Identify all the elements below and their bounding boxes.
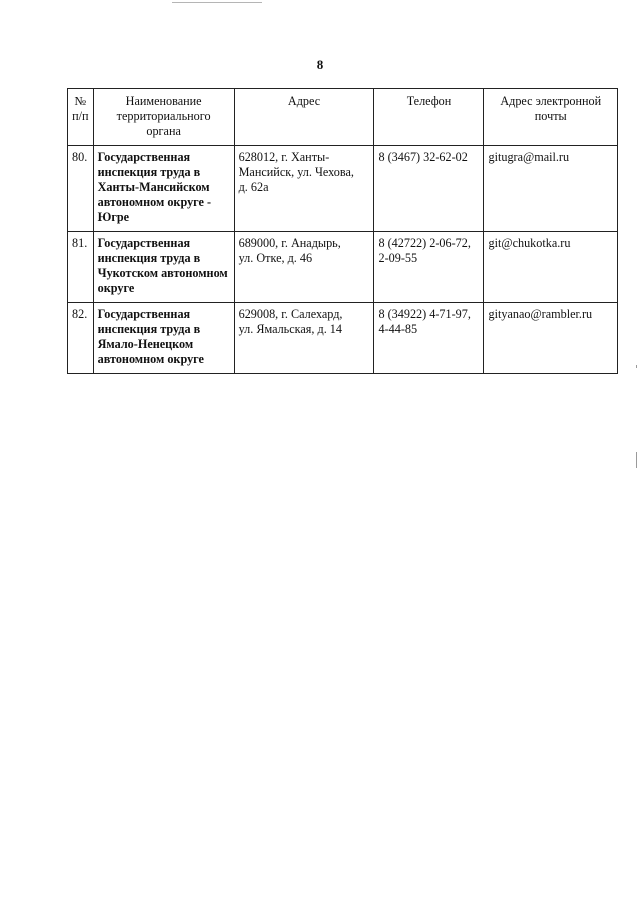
organ-phone: 8 (34922) 4-71-97, 4-44-85: [374, 303, 484, 374]
page-number: 8: [316, 57, 324, 72]
header-phone: Телефон: [374, 89, 484, 146]
table-row: [68, 146, 618, 232]
table-header-row: [68, 89, 618, 146]
organ-address: 689000, г. Анадырь, ул. Отке, д. 46: [234, 232, 374, 303]
organ-phone: 8 (3467) 32-62-02: [374, 146, 484, 232]
scan-edge-mark: [636, 365, 637, 368]
organ-email: git@chukotka.ru: [484, 232, 618, 303]
organ-address: 629008, г. Салехард, ул. Ямальская, д. 14: [234, 303, 374, 374]
header-number: № п/п: [68, 89, 94, 146]
scan-edge-mark: [636, 452, 637, 468]
scan-artifact-line: [172, 2, 262, 3]
inspections-table: [67, 88, 618, 374]
table-row: [68, 232, 618, 303]
organ-name: Государственная инспекция труда в Ханты-Мансийском автономном округе - Югре: [93, 146, 234, 232]
row-number: 81.: [68, 232, 94, 303]
organ-email: gityanao@rambler.ru: [484, 303, 618, 374]
header-address: Адрес: [234, 89, 374, 146]
organ-address: 628012, г. Ханты- Мансийск, ул. Чехова, д. 62а: [234, 146, 374, 232]
organ-name: Государственная инспекция труда в Чукотском автономном округе: [93, 232, 234, 303]
row-number: 82.: [68, 303, 94, 374]
row-number: 80.: [68, 146, 94, 232]
organ-email: gitugra@mail.ru: [484, 146, 618, 232]
header-name: Наименование территориального органа: [93, 89, 234, 146]
organ-phone: 8 (42722) 2-06-72, 2-09-55: [374, 232, 484, 303]
header-email: Адрес электронной почты: [484, 89, 618, 146]
organ-name: Государственная инспекция труда в Ямало-Ненецком автономном округе: [93, 303, 234, 374]
table-row: [68, 303, 618, 374]
